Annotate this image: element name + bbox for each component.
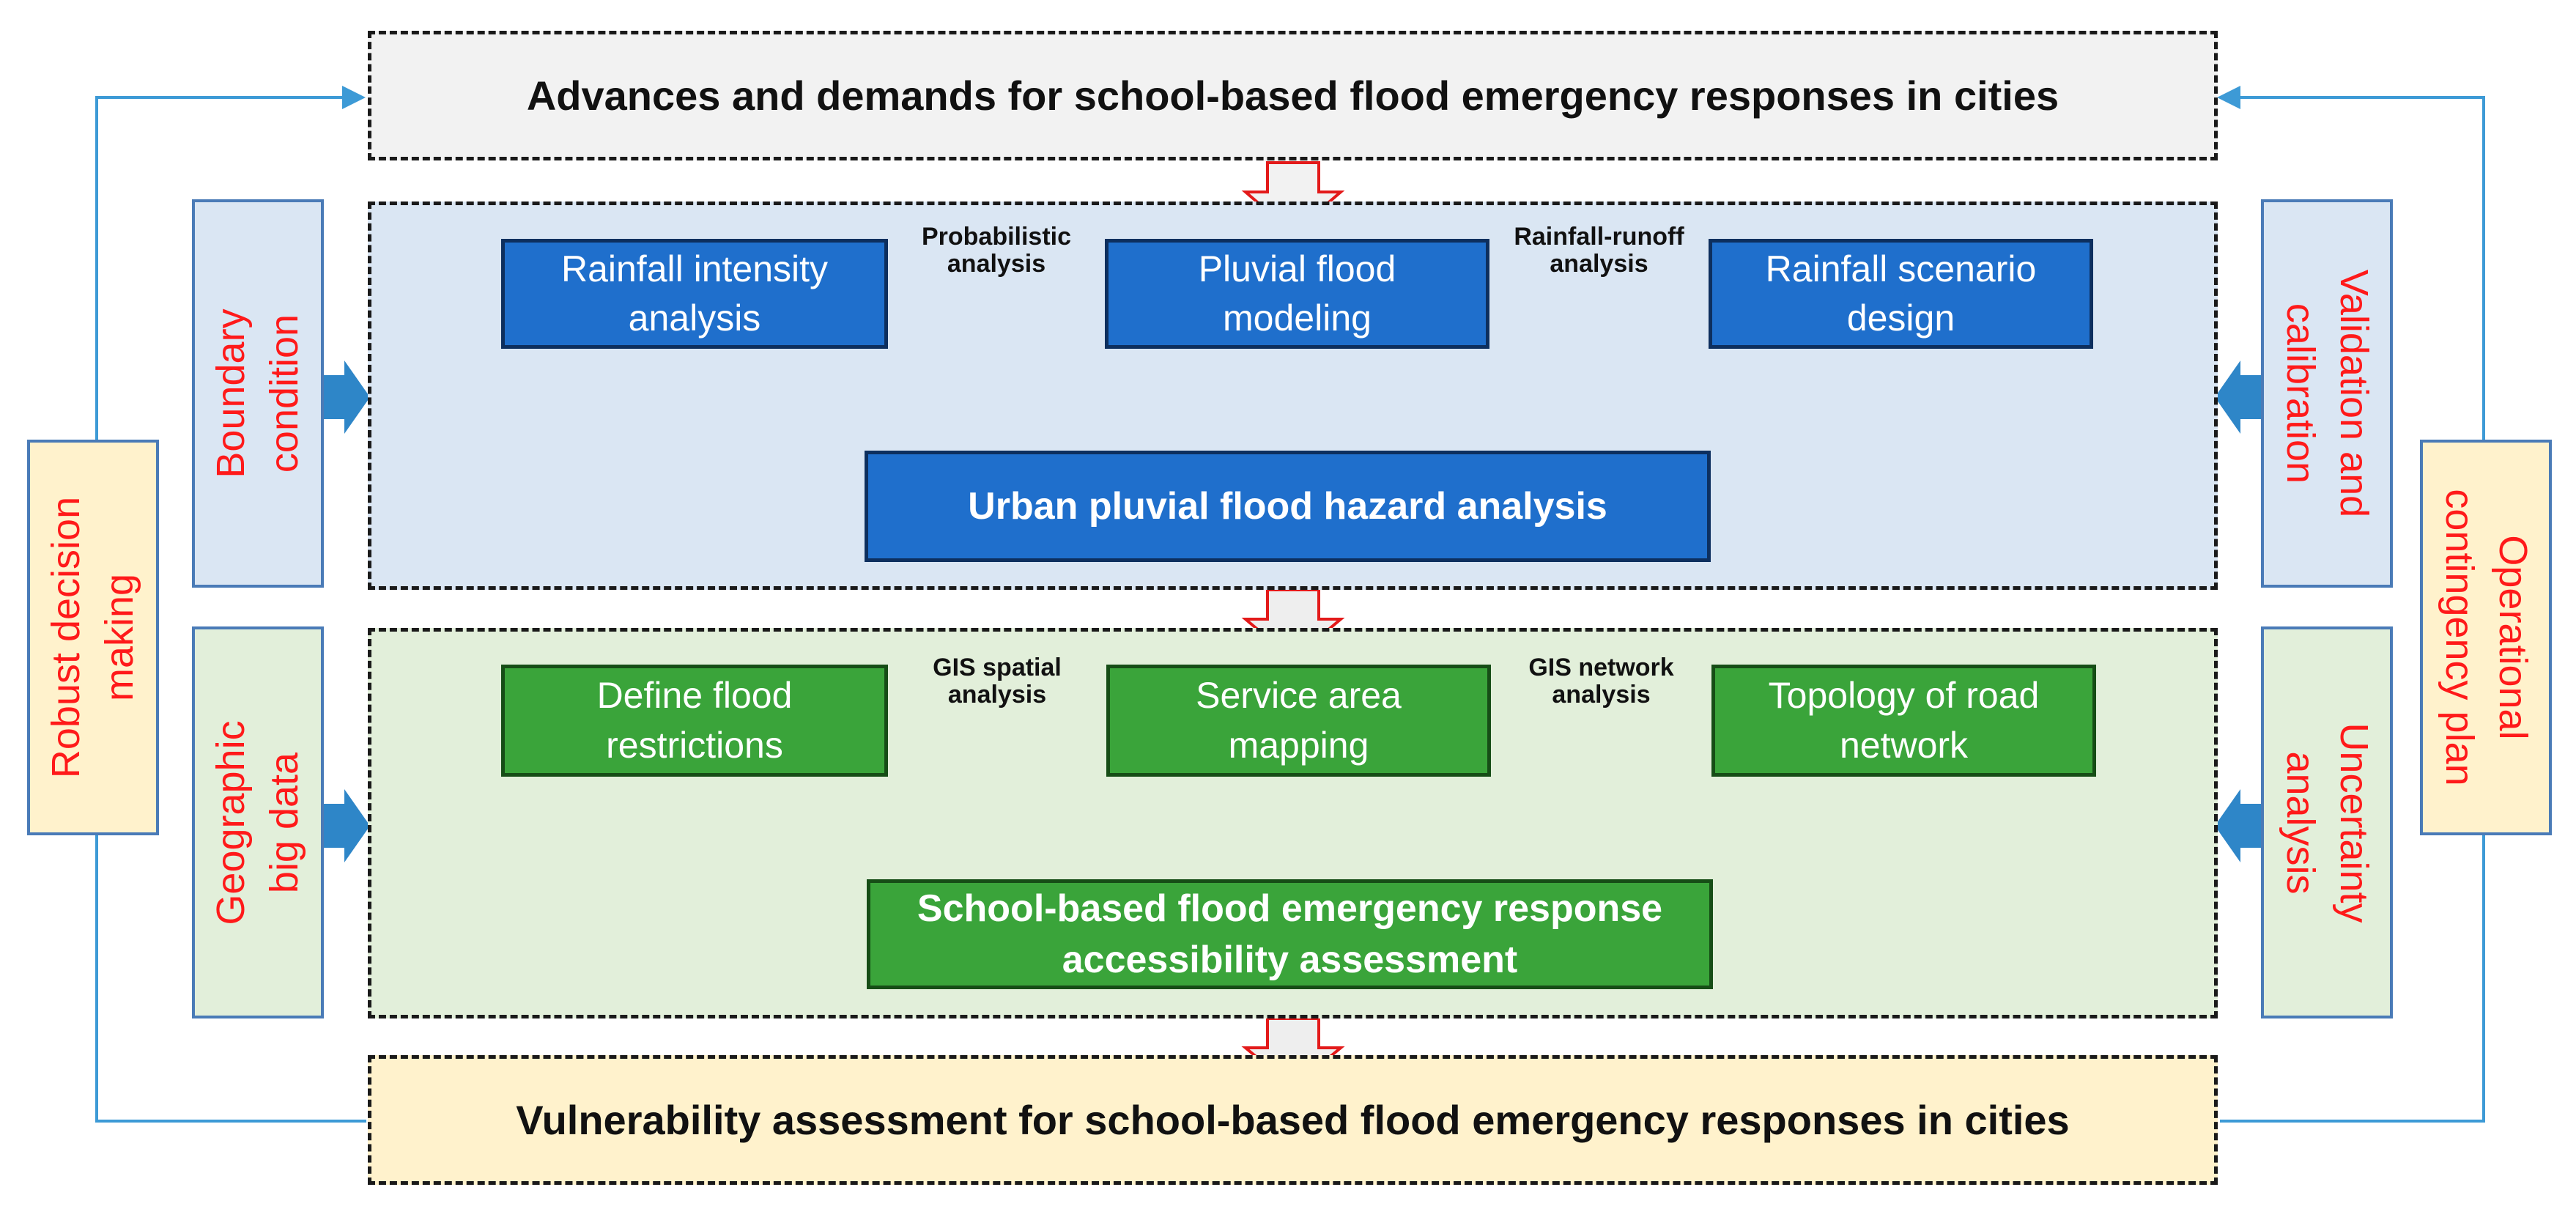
rainfall-runoff-line-2: analysis [1550,250,1648,278]
probabilistic-analysis-label [888,223,1105,278]
validation-calibration-box [2261,199,2393,588]
robust-decision-making-text: Robust decision making [44,496,141,779]
side-arrow-boundary [322,361,370,434]
geographic-big-data-text: Geographic big data [209,720,306,925]
pluvial-flood-line-1: Pluvial flood [1198,248,1396,289]
rainfall-scenario-line-1: Rainfall scenario [1765,248,2037,289]
uncertainty-analysis-text: Uncertainty analysis [2279,722,2376,923]
rainfall-intensity-line-1: Rainfall intensity [560,248,829,289]
pluvial-flood-box [1105,239,1489,349]
accessibility-assessment-box [867,879,1713,989]
define-flood-line-1: Define flood [596,675,793,716]
gis-spatial-analysis-label [888,654,1106,709]
bottom-banner-title: Vulnerability assessment for school-based flood emergency responses in cities [516,1097,2070,1143]
rainfall-intensity-line-2: analysis [628,297,761,339]
top-banner-title: Advances and demands for school-based flood emergency responses in cities [526,73,2059,119]
gis-network-line-2: analysis [1552,681,1651,709]
operational-contingency-plan-box [2420,440,2552,835]
uncertainty-analysis-box [2261,626,2393,1018]
define-flood-restrictions-box [501,665,888,777]
rainfall-runoff-analysis-label [1489,223,1709,278]
rainfall-scenario-box [1709,239,2093,349]
service-area-mapping-box [1106,665,1491,777]
service-area-line-1: Service area [1196,675,1402,716]
accessibility-assessment-line-2: accessibility assessment [1062,939,1518,981]
side-arrow-validation [2215,361,2262,434]
topology-line-2: network [1839,724,1969,766]
validation-calibration-text: Validation and calibration [2279,269,2376,518]
gis-spatial-line-2: analysis [947,681,1047,709]
topology-road-network-box [1711,665,2096,777]
urban-pluvial-flood-hazard-box [865,451,1711,562]
geographic-big-data-box [192,626,324,1018]
rainfall-runoff-line-1: Rainfall-runoff [1514,223,1684,251]
gis-network-line-1: GIS network [1528,654,1674,681]
accessibility-assessment-line-1: School-based flood emergency response [917,887,1663,930]
top-banner-panel [368,31,2218,160]
gis-spatial-line-1: GIS spatial [933,654,1062,681]
rainfall-intensity-box [501,239,888,349]
pluvial-flood-line-2: modeling [1223,297,1372,339]
define-flood-line-2: restrictions [606,724,783,766]
operational-contingency-plan-text: Operational contingency plan [2438,489,2535,786]
robust-decision-making-box [27,440,159,835]
boundary-condition-box [192,199,324,588]
side-arrow-geographic [322,789,370,862]
urban-pluvial-flood-hazard-text: Urban pluvial flood hazard analysis [968,484,1607,528]
boundary-condition-text: Boundary condition [209,308,306,478]
topology-line-1: Topology of road [1768,675,2040,716]
service-area-line-2: mapping [1228,724,1369,766]
bottom-banner-panel [368,1055,2218,1185]
probabilistic-line-2: analysis [947,250,1046,278]
gis-network-analysis-label [1491,654,1711,709]
rainfall-scenario-line-2: design [1846,297,1955,339]
probabilistic-line-1: Probabilistic [921,223,1072,251]
side-arrow-uncertainty [2215,789,2262,862]
